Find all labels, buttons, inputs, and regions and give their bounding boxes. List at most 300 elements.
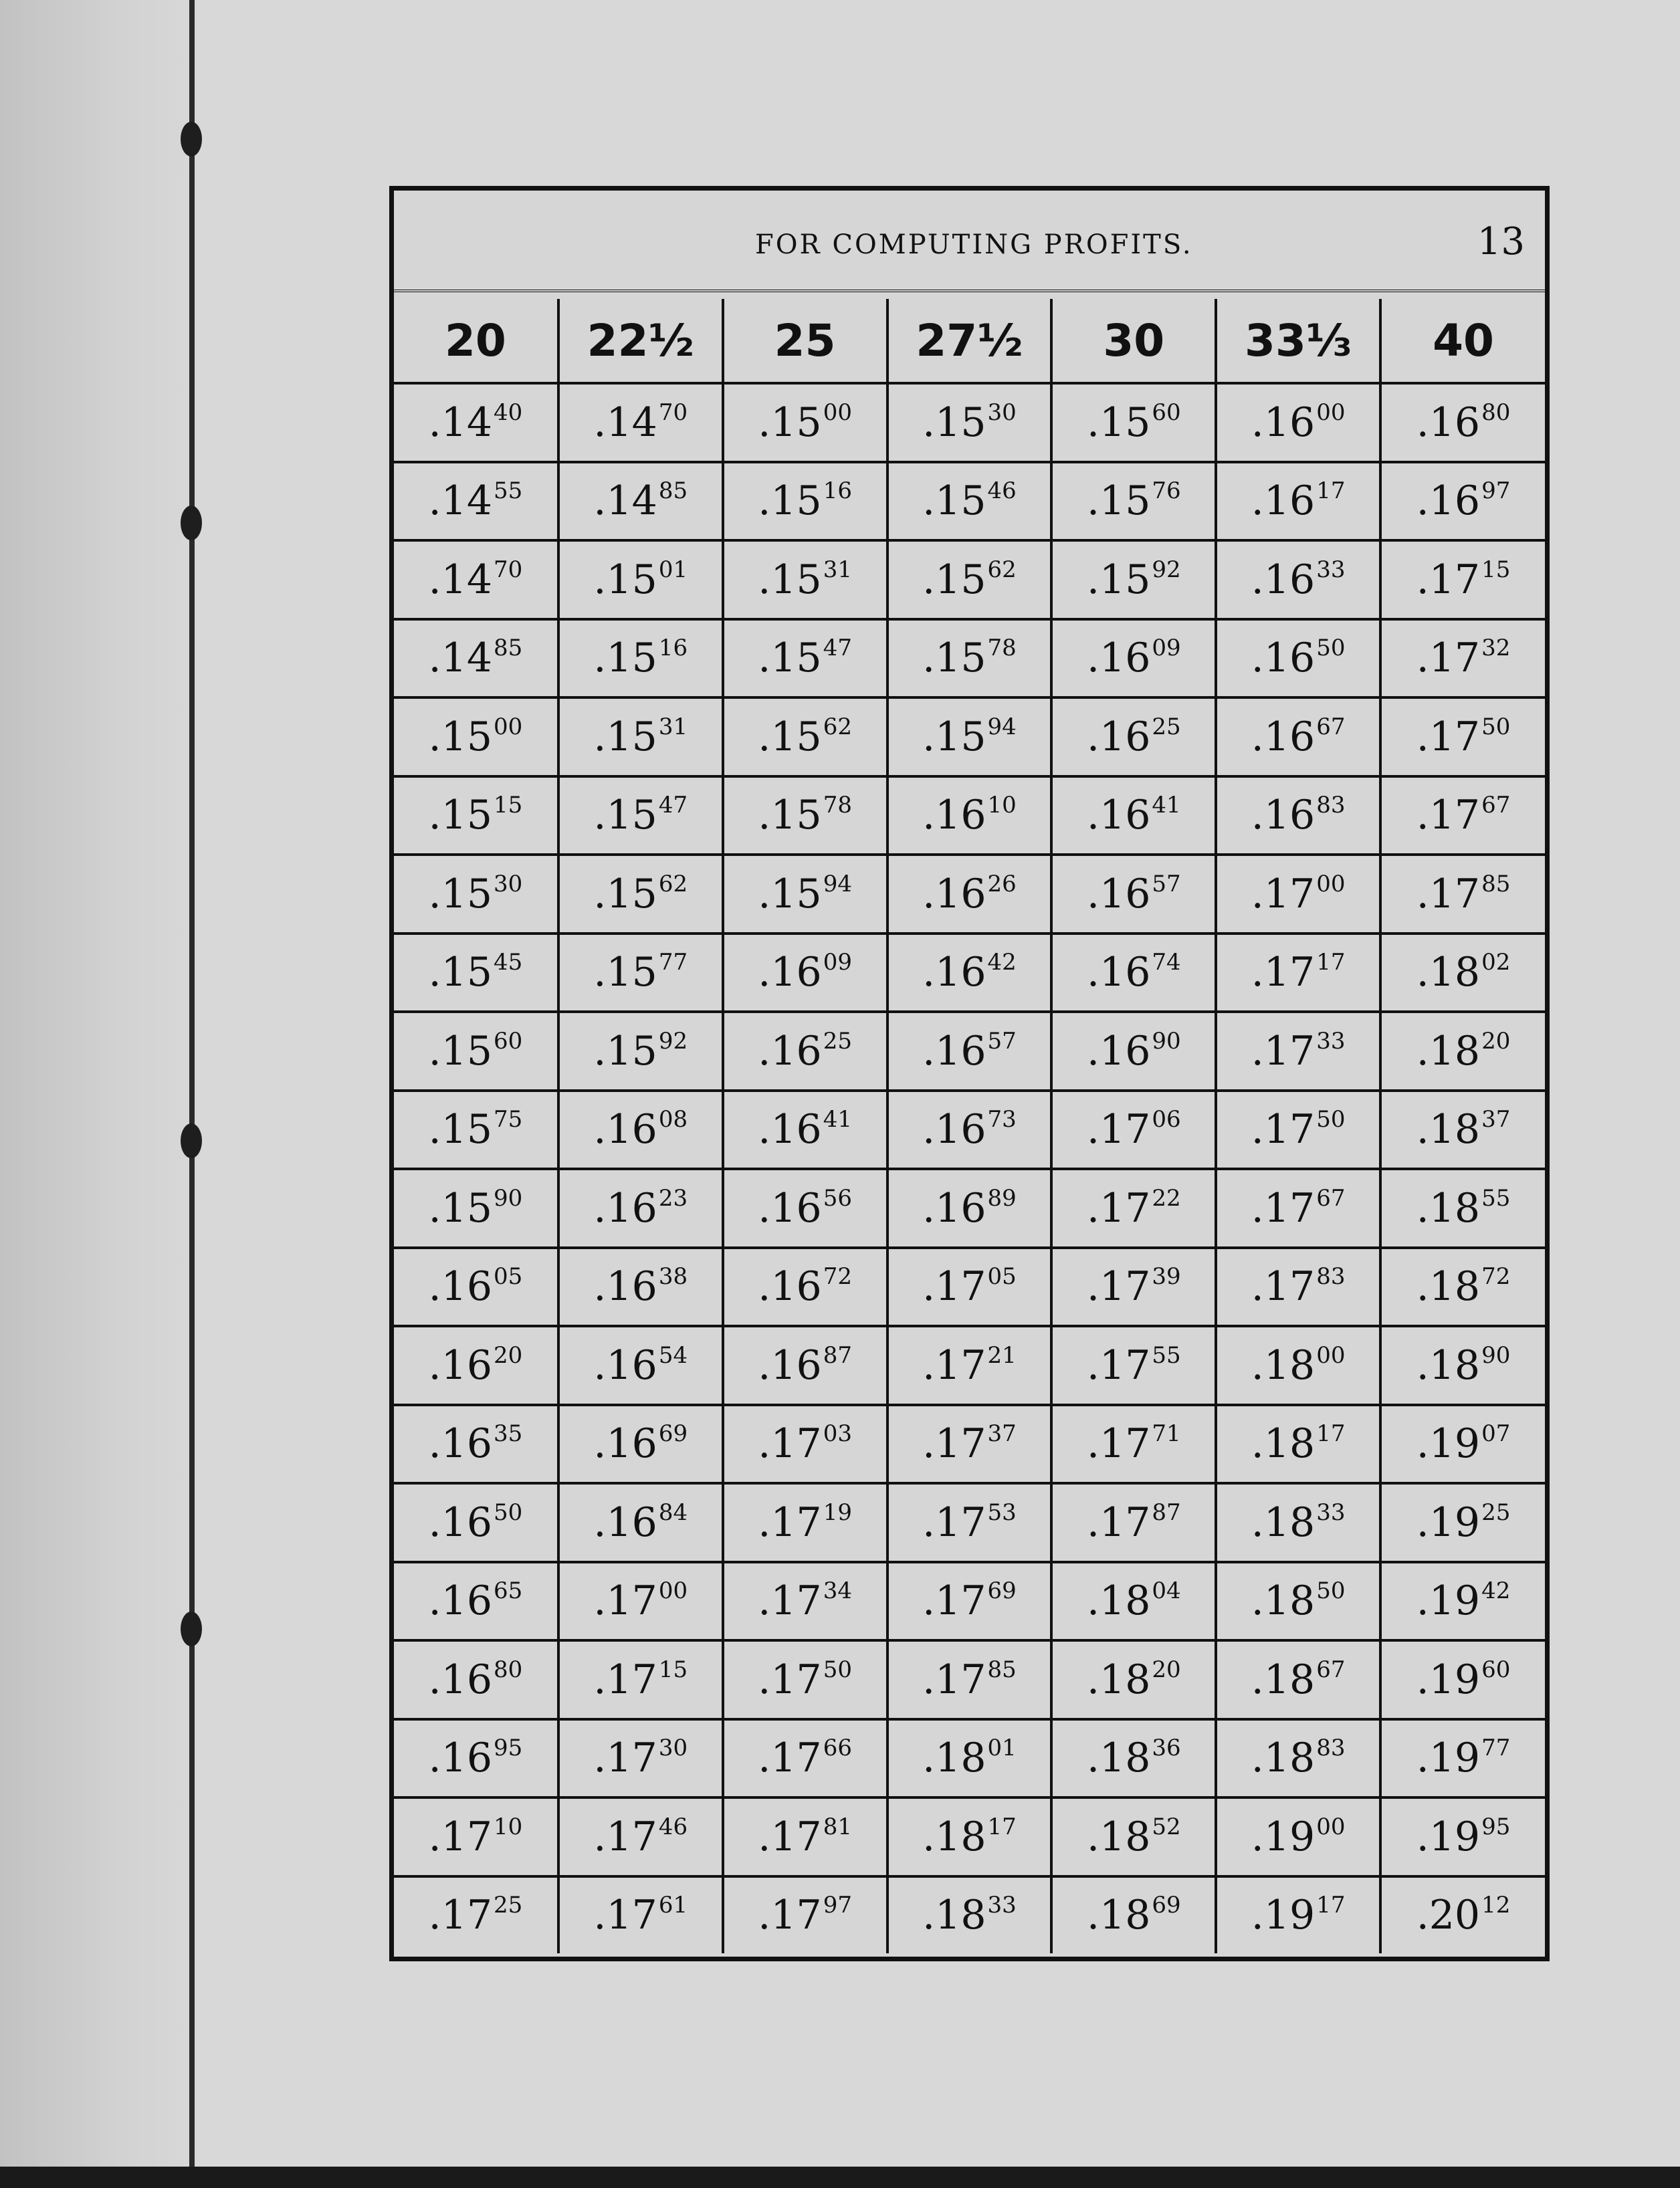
table-cell — [887, 1405, 1052, 1484]
cell-value-fraction: 20 — [1481, 1027, 1511, 1055]
cell-value-whole: .15 — [593, 556, 657, 603]
cell-value-fraction: 92 — [658, 1027, 688, 1055]
cell-value-fraction: 00 — [658, 1577, 688, 1605]
cell-value-fraction: 01 — [987, 1735, 1017, 1762]
cell-value-whole: .18 — [1086, 1656, 1151, 1703]
table-cell — [1380, 776, 1545, 855]
cell-value-fraction: 05 — [987, 1263, 1017, 1291]
column-header: 30 — [1051, 299, 1216, 383]
cell-value-whole: .14 — [428, 399, 492, 446]
cell-value-whole: .18 — [1086, 1813, 1151, 1860]
cell-value-fraction: 71 — [1152, 1420, 1181, 1448]
table-cell — [1216, 1483, 1380, 1562]
cell-value-fraction: 72 — [823, 1263, 852, 1291]
cell-value-fraction: 90 — [494, 1184, 523, 1212]
cell-value-fraction: 05 — [494, 1263, 523, 1291]
cell-value-fraction: 37 — [1481, 1106, 1511, 1133]
cell-value-whole: .17 — [922, 1263, 986, 1311]
table-cell — [1051, 1326, 1216, 1405]
cell-value-whole: .17 — [758, 1735, 822, 1782]
cell-value-whole: .17 — [1086, 1184, 1151, 1232]
column-header: 40 — [1380, 299, 1545, 383]
cell-value-whole: .15 — [758, 556, 822, 603]
table-cell — [723, 1248, 887, 1327]
table-cell — [1216, 776, 1380, 855]
cell-value-fraction: 69 — [987, 1577, 1017, 1605]
table-row — [394, 383, 1545, 462]
cell-value-whole: .17 — [1251, 870, 1316, 917]
table-cell — [1216, 462, 1380, 541]
cell-value-fraction: 80 — [494, 1656, 523, 1683]
table-row — [394, 1169, 1545, 1248]
table-cell — [1380, 1483, 1545, 1562]
cell-value-fraction: 94 — [987, 713, 1017, 740]
cell-value-fraction: 70 — [494, 556, 523, 583]
cell-value-whole: .17 — [593, 1892, 657, 1939]
cell-value-whole: .16 — [758, 1184, 822, 1232]
cell-value-whole: .17 — [758, 1420, 822, 1468]
table-cell — [1216, 1640, 1380, 1719]
table-cell — [887, 540, 1052, 619]
table-cell — [723, 1719, 887, 1798]
cell-value-whole: .17 — [1086, 1499, 1151, 1546]
table-cell — [723, 462, 887, 541]
table-cell — [887, 1169, 1052, 1248]
table-row — [394, 619, 1545, 698]
cell-value-whole: .15 — [593, 635, 657, 682]
cell-value-whole: .16 — [922, 949, 986, 996]
cell-value-whole: .17 — [758, 1892, 822, 1939]
table-cell — [394, 1169, 558, 1248]
cell-value-fraction: 25 — [494, 1892, 523, 1919]
cell-value-whole: .19 — [1416, 1735, 1481, 1782]
table-cell — [394, 1326, 558, 1405]
table-row — [394, 540, 1545, 619]
cell-value-fraction: 69 — [1152, 1892, 1181, 1919]
table-cell — [558, 934, 723, 1012]
cell-value-whole: .14 — [593, 477, 657, 525]
cell-value-whole: .16 — [922, 792, 986, 839]
table-row — [394, 697, 1545, 776]
table-cell — [887, 1483, 1052, 1562]
cell-value-fraction: 00 — [494, 713, 523, 740]
cell-value-fraction: 30 — [494, 870, 523, 897]
binding-stitch — [181, 1612, 202, 1646]
cell-value-whole: .16 — [1251, 792, 1316, 839]
cell-value-fraction: 00 — [1316, 1813, 1346, 1840]
cell-value-whole: .18 — [1251, 1420, 1316, 1468]
cell-value-whole: .16 — [1086, 1027, 1151, 1075]
cell-value-whole: .18 — [1251, 1656, 1316, 1703]
cell-value-whole: .16 — [1251, 477, 1316, 525]
cell-value-whole: .19 — [1416, 1577, 1481, 1625]
table-cell — [1216, 1719, 1380, 1798]
cell-value-fraction: 17 — [1316, 1420, 1346, 1448]
table-row — [394, 1091, 1545, 1170]
cell-value-fraction: 42 — [1481, 1577, 1511, 1605]
cell-value-whole: .17 — [758, 1499, 822, 1546]
table-row — [394, 1483, 1545, 1562]
cell-value-fraction: 50 — [1316, 1577, 1346, 1605]
cell-value-fraction: 31 — [658, 713, 688, 740]
table-cell — [1051, 1797, 1216, 1876]
table-cell — [887, 1012, 1052, 1091]
table-cell — [1216, 934, 1380, 1012]
cell-value-whole: .18 — [1416, 1027, 1481, 1075]
column-header: 27½ — [887, 299, 1052, 383]
cell-value-fraction: 78 — [987, 635, 1017, 662]
cell-value-whole: .16 — [1251, 635, 1316, 682]
cell-value-fraction: 55 — [1152, 1341, 1181, 1369]
table-cell — [887, 1719, 1052, 1798]
cell-value-fraction: 50 — [494, 1499, 523, 1526]
cell-value-whole: .16 — [428, 1341, 492, 1389]
table-cell — [1051, 697, 1216, 776]
table-row — [394, 1640, 1545, 1719]
table-cell — [723, 383, 887, 462]
table-cell — [394, 1405, 558, 1484]
cell-value-whole: .15 — [922, 713, 986, 760]
cell-value-fraction: 15 — [1481, 556, 1511, 583]
cell-value-fraction: 33 — [1316, 1027, 1346, 1055]
cell-value-whole: .17 — [1251, 1106, 1316, 1154]
cell-value-whole: .17 — [1251, 1027, 1316, 1075]
table-cell — [1051, 383, 1216, 462]
cell-value-whole: .17 — [758, 1813, 822, 1860]
table-cell — [394, 1483, 558, 1562]
table-cell — [394, 619, 558, 698]
table-row — [394, 1248, 1545, 1327]
cell-value-whole: .15 — [593, 713, 657, 760]
cell-value-fraction: 38 — [658, 1263, 688, 1291]
cell-value-fraction: 73 — [987, 1106, 1017, 1133]
cell-value-fraction: 42 — [987, 949, 1017, 976]
cell-value-whole: .15 — [428, 949, 492, 996]
cell-value-whole: .19 — [1416, 1499, 1481, 1546]
cell-value-whole: .17 — [1416, 556, 1481, 603]
table-cell — [558, 1640, 723, 1719]
table-cell — [723, 1876, 887, 1954]
cell-value-whole: .16 — [1251, 713, 1316, 760]
cell-value-whole: .16 — [1086, 635, 1151, 682]
cell-value-whole: .16 — [922, 1106, 986, 1154]
table-cell — [1051, 619, 1216, 698]
table-cell — [1380, 1640, 1545, 1719]
table-cell — [723, 776, 887, 855]
cell-value-whole: .17 — [1251, 949, 1316, 996]
cell-value-whole: .14 — [428, 556, 492, 603]
table-cell — [558, 383, 723, 462]
table-cell — [1380, 1012, 1545, 1091]
cell-value-fraction: 87 — [1152, 1499, 1181, 1526]
cell-value-whole: .18 — [1416, 1184, 1481, 1232]
cell-value-fraction: 17 — [1316, 477, 1346, 505]
cell-value-fraction: 46 — [987, 477, 1017, 505]
cell-value-whole: .16 — [593, 1499, 657, 1546]
cell-value-whole: .14 — [593, 399, 657, 446]
cell-value-whole: .15 — [758, 870, 822, 917]
table-cell — [394, 540, 558, 619]
cell-value-fraction: 16 — [823, 477, 852, 505]
cell-value-fraction: 00 — [1316, 1341, 1346, 1369]
cell-value-fraction: 55 — [494, 477, 523, 505]
cell-value-fraction: 67 — [1316, 1656, 1346, 1683]
page-title: FOR COMPUTING PROFITS. — [755, 229, 1193, 260]
cell-value-whole: .15 — [428, 1027, 492, 1075]
table-cell — [394, 1719, 558, 1798]
table-cell — [723, 1012, 887, 1091]
cell-value-fraction: 81 — [823, 1813, 852, 1840]
table-cell — [1051, 540, 1216, 619]
cell-value-fraction: 40 — [494, 399, 523, 426]
table-cell — [394, 1876, 558, 1954]
table-row — [394, 1719, 1545, 1798]
cell-value-whole: .15 — [758, 713, 822, 760]
cell-value-whole: .15 — [758, 477, 822, 525]
cell-value-whole: .19 — [1416, 1813, 1481, 1860]
table-cell — [1216, 1797, 1380, 1876]
cell-value-whole: .17 — [1086, 1341, 1151, 1389]
cell-value-fraction: 36 — [1152, 1735, 1181, 1762]
cell-value-whole: .16 — [1251, 556, 1316, 603]
table-cell — [723, 855, 887, 934]
binding-stitch — [181, 122, 202, 156]
cell-value-whole: .17 — [922, 1420, 986, 1468]
cell-value-fraction: 90 — [1481, 1341, 1511, 1369]
cell-value-whole: .18 — [1251, 1499, 1316, 1546]
table-cell — [1216, 1012, 1380, 1091]
table-cell — [723, 1797, 887, 1876]
cell-value-fraction: 23 — [658, 1184, 688, 1212]
cell-value-fraction: 10 — [987, 792, 1017, 819]
cell-value-fraction: 25 — [1152, 713, 1181, 740]
cell-value-fraction: 95 — [1481, 1813, 1511, 1840]
table-cell — [723, 1091, 887, 1170]
cell-value-fraction: 35 — [494, 1420, 523, 1448]
cell-value-fraction: 21 — [987, 1341, 1017, 1369]
table-cell — [1380, 619, 1545, 698]
cell-value-fraction: 87 — [823, 1341, 852, 1369]
table-cell — [1380, 1169, 1545, 1248]
cell-value-fraction: 41 — [823, 1106, 852, 1133]
table-cell — [1216, 540, 1380, 619]
cell-value-whole: .17 — [593, 1656, 657, 1703]
page-bottom-edge — [0, 2167, 1680, 2188]
table-cell — [723, 1483, 887, 1562]
cell-value-whole: .16 — [428, 1735, 492, 1782]
table-cell — [1051, 855, 1216, 934]
column-header: 25 — [723, 299, 887, 383]
cell-value-fraction: 16 — [658, 635, 688, 662]
cell-value-fraction: 37 — [987, 1420, 1017, 1448]
spine-shadow — [0, 0, 201, 2167]
cell-value-whole: .18 — [1251, 1341, 1316, 1389]
cell-value-fraction: 08 — [658, 1106, 688, 1133]
table-cell — [1216, 1169, 1380, 1248]
table-cell — [887, 697, 1052, 776]
cell-value-fraction: 89 — [987, 1184, 1017, 1212]
cell-value-whole: .15 — [922, 477, 986, 525]
table-cell — [1216, 697, 1380, 776]
cell-value-whole: .15 — [428, 1184, 492, 1232]
table-cell — [1216, 1091, 1380, 1170]
cell-value-fraction: 62 — [987, 556, 1017, 583]
cell-value-whole: .15 — [428, 870, 492, 917]
table-cell — [1051, 1483, 1216, 1562]
cell-value-fraction: 83 — [1316, 792, 1346, 819]
binding-thread — [189, 0, 195, 2167]
table-cell — [1051, 1405, 1216, 1484]
table-cell — [723, 1640, 887, 1719]
table-cell — [394, 462, 558, 541]
table-cell — [723, 1405, 887, 1484]
table-cell — [1051, 462, 1216, 541]
cell-value-fraction: 32 — [1481, 635, 1511, 662]
cell-value-fraction: 67 — [1481, 792, 1511, 819]
cell-value-fraction: 15 — [494, 792, 523, 819]
table-cell — [723, 1562, 887, 1641]
cell-value-fraction: 95 — [494, 1735, 523, 1762]
cell-value-fraction: 55 — [1481, 1184, 1511, 1212]
cell-value-whole: .15 — [1086, 477, 1151, 525]
table-cell — [1051, 1876, 1216, 1954]
table-cell — [1051, 1719, 1216, 1798]
cell-value-fraction: 83 — [1316, 1735, 1346, 1762]
cell-value-whole: .17 — [922, 1656, 986, 1703]
cell-value-fraction: 47 — [823, 635, 852, 662]
table-cell — [1380, 1248, 1545, 1327]
table-cell — [1051, 1169, 1216, 1248]
cell-value-whole: .18 — [922, 1813, 986, 1860]
table-cell — [394, 1640, 558, 1719]
cell-value-whole: .16 — [1251, 399, 1316, 446]
table-cell — [1380, 383, 1545, 462]
table-cell — [1051, 1248, 1216, 1327]
table-cell — [1216, 1562, 1380, 1641]
table-cell — [558, 1876, 723, 1954]
table-cell — [887, 1797, 1052, 1876]
table-cell — [1216, 1405, 1380, 1484]
cell-value-whole: .19 — [1416, 1420, 1481, 1468]
table-cell — [1380, 1876, 1545, 1954]
cell-value-whole: .15 — [758, 792, 822, 839]
cell-value-fraction: 53 — [987, 1499, 1017, 1526]
cell-value-whole: .18 — [922, 1735, 986, 1782]
cell-value-fraction: 90 — [1152, 1027, 1181, 1055]
cell-value-fraction: 25 — [1481, 1499, 1511, 1526]
cell-value-fraction: 20 — [1152, 1656, 1181, 1683]
cell-value-fraction: 77 — [1481, 1735, 1511, 1762]
cell-value-whole: .15 — [922, 635, 986, 682]
cell-value-fraction: 85 — [494, 635, 523, 662]
cell-value-fraction: 00 — [823, 399, 852, 426]
table-cell — [394, 1091, 558, 1170]
cell-value-fraction: 61 — [658, 1892, 688, 1919]
table-row — [394, 1562, 1545, 1641]
table-row — [394, 934, 1545, 1012]
table-cell — [723, 619, 887, 698]
cell-value-fraction: 62 — [823, 713, 852, 740]
table-cell — [558, 1562, 723, 1641]
cell-value-fraction: 65 — [494, 1577, 523, 1605]
table-cell — [558, 1012, 723, 1091]
cell-value-whole: .16 — [922, 1184, 986, 1232]
cell-value-whole: .18 — [1416, 1263, 1481, 1311]
cell-value-fraction: 50 — [1316, 635, 1346, 662]
cell-value-fraction: 54 — [658, 1341, 688, 1369]
cell-value-fraction: 17 — [987, 1813, 1017, 1840]
table-cell — [558, 1483, 723, 1562]
table-cell — [1380, 697, 1545, 776]
table-cell — [558, 1091, 723, 1170]
cell-value-fraction: 72 — [1481, 1263, 1511, 1291]
cell-value-whole: .17 — [428, 1892, 492, 1939]
cell-value-fraction: 50 — [1316, 1106, 1346, 1133]
cell-value-fraction: 09 — [1152, 635, 1181, 662]
binding-stitch — [181, 1123, 202, 1158]
table-cell — [1380, 934, 1545, 1012]
table-row — [394, 1326, 1545, 1405]
cell-value-whole: .19 — [1416, 1656, 1481, 1703]
table-cell — [887, 934, 1052, 1012]
binding-stitch — [181, 506, 202, 540]
table-cell — [887, 1326, 1052, 1405]
cell-value-fraction: 22 — [1152, 1184, 1181, 1212]
cell-value-whole: .15 — [593, 949, 657, 996]
table-cell — [723, 1169, 887, 1248]
table-cell — [1051, 934, 1216, 1012]
cell-value-fraction: 19 — [823, 1499, 852, 1526]
cell-value-fraction: 67 — [1316, 1184, 1346, 1212]
column-header: 33⅓ — [1216, 299, 1380, 383]
cell-value-fraction: 33 — [1316, 556, 1346, 583]
column-header: 20 — [394, 299, 558, 383]
cell-value-whole: .17 — [758, 1656, 822, 1703]
table-cell — [723, 1326, 887, 1405]
cell-value-whole: .17 — [1416, 792, 1481, 839]
cell-value-fraction: 45 — [494, 949, 523, 976]
cell-value-whole: .18 — [922, 1892, 986, 1939]
cell-value-whole: .16 — [1416, 399, 1481, 446]
cell-value-fraction: 01 — [658, 556, 688, 583]
cell-value-fraction: 07 — [1481, 1420, 1511, 1448]
cell-value-whole: .16 — [593, 1263, 657, 1311]
cell-value-fraction: 34 — [823, 1577, 852, 1605]
table-cell — [1380, 1719, 1545, 1798]
table-row — [394, 855, 1545, 934]
cell-value-whole: .17 — [428, 1813, 492, 1860]
cell-value-fraction: 69 — [658, 1420, 688, 1448]
cell-value-fraction: 31 — [823, 556, 852, 583]
cell-value-fraction: 60 — [1481, 1656, 1511, 1683]
cell-value-fraction: 26 — [987, 870, 1017, 897]
cell-value-fraction: 15 — [658, 1656, 688, 1683]
cell-value-whole: .15 — [593, 870, 657, 917]
cell-value-whole: .17 — [593, 1813, 657, 1860]
cell-value-whole: .16 — [1416, 477, 1481, 525]
cell-value-fraction: 02 — [1481, 949, 1511, 976]
cell-value-whole: .17 — [1086, 1106, 1151, 1154]
cell-value-fraction: 33 — [987, 1892, 1017, 1919]
cell-value-fraction: 00 — [1316, 870, 1346, 897]
cell-value-whole: .15 — [758, 635, 822, 682]
table-row — [394, 1876, 1545, 1954]
cell-value-whole: .16 — [428, 1656, 492, 1703]
table-cell — [394, 1562, 558, 1641]
cell-value-whole: .17 — [593, 1735, 657, 1782]
cell-value-whole: .16 — [1086, 792, 1151, 839]
cell-value-fraction: 85 — [1481, 870, 1511, 897]
